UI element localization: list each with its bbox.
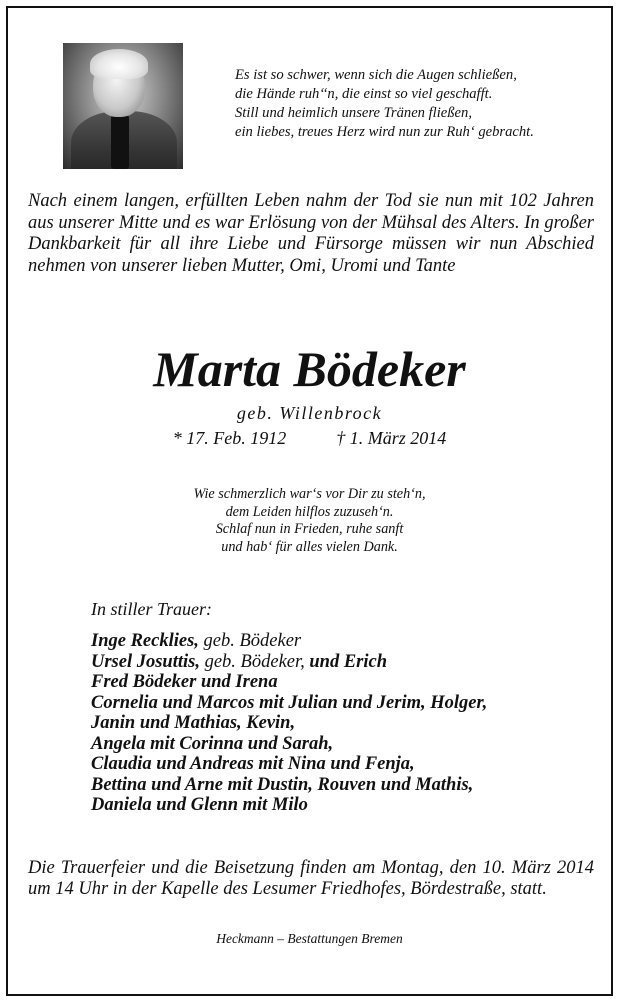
life-dates bbox=[8, 427, 611, 449]
photo-figure-hair bbox=[90, 49, 148, 79]
mourner-line bbox=[91, 631, 591, 652]
mourning-label: In stiller Trauer: bbox=[91, 599, 213, 619]
mourner-line: Angela mit Corinna und Sarah, bbox=[91, 733, 334, 754]
mourners-list bbox=[91, 631, 591, 816]
deceased-name: Marta Bödeker bbox=[153, 341, 466, 397]
opening-poem bbox=[235, 66, 605, 142]
mourner-detail: geb. Bödeker bbox=[198, 631, 302, 651]
birth-date: * 17. Feb. 1912 bbox=[172, 428, 287, 448]
portrait-photo bbox=[63, 43, 183, 169]
death-date: † 1. März 2014 bbox=[336, 428, 447, 448]
poem-line: ein liebes, treues Herz wird nun zur Ruh‘ gebracht. bbox=[235, 124, 534, 140]
mourner-line: Claudia und Andreas mit Nina und Fenja, bbox=[91, 754, 415, 774]
mourner-line: Daniela und Glenn mit Milo bbox=[91, 795, 308, 815]
mourner-line: Cornelia und Marcos mit Julian und Jerim, Holger, bbox=[91, 692, 488, 713]
poem-line: die Hände ruh‘‘n, die einst so viel geschafft. bbox=[235, 86, 493, 102]
mourner-detail: geb. Bödeker, bbox=[199, 651, 310, 672]
poem-line: Wie schmerzlich war‘s vor Dir zu steh‘n, bbox=[193, 486, 426, 502]
maiden-name: geb. Willenbrock bbox=[236, 403, 383, 423]
mourner-line: Janin und Mathias, Kevin, bbox=[91, 713, 296, 733]
poem-line: Es ist so schwer, wenn sich die Augen schließen, bbox=[235, 67, 517, 83]
mourner-line: Bettina und Arne mit Dustin, Rouven und Mathis, bbox=[91, 774, 474, 795]
obituary-notice bbox=[6, 6, 613, 996]
funeral-details: Die Trauerfeier und die Beisetzung finden am Montag, den 10. März 2014 um 14 Uhr in der Kapelle des Lesumer Friedhofes, Bördestraße, statt. bbox=[28, 858, 594, 899]
intro-paragraph: Nach einem langen, erfüllten Leben nahm der Tod sie nun mit 102 Jahren aus unserer Mitte und es war Erlösung von der Mühsal des Alters. In großer Dankbarkeit für all ihre Liebe und Fürsorge müssen wir nun Abschied nehmen von unserer lieben Mutter, Omi, Uromi und Tante bbox=[28, 191, 594, 276]
mourner-line: Fred Bödeker und Irena bbox=[91, 672, 278, 692]
poem-line: dem Leiden hilflos zuzuseh‘n. bbox=[225, 503, 394, 520]
mourner-name: Ursel Josuttis, bbox=[91, 651, 200, 672]
poem-line: und hab‘ für alles vielen Dank. bbox=[221, 538, 398, 555]
poem-line: Still und heimlich unsere Tränen fließen, bbox=[235, 105, 472, 121]
photo-figure-collar bbox=[111, 115, 129, 169]
mourner-line bbox=[91, 652, 591, 673]
mourner-name: Inge Recklies, bbox=[91, 631, 199, 651]
middle-poem bbox=[8, 486, 611, 556]
poem-line: Schlaf nun in Frieden, ruhe sanft bbox=[215, 521, 404, 537]
undertaker-credit: Heckmann – Bestattungen Bremen bbox=[216, 931, 403, 946]
mourner-name: und Erich bbox=[309, 651, 388, 672]
